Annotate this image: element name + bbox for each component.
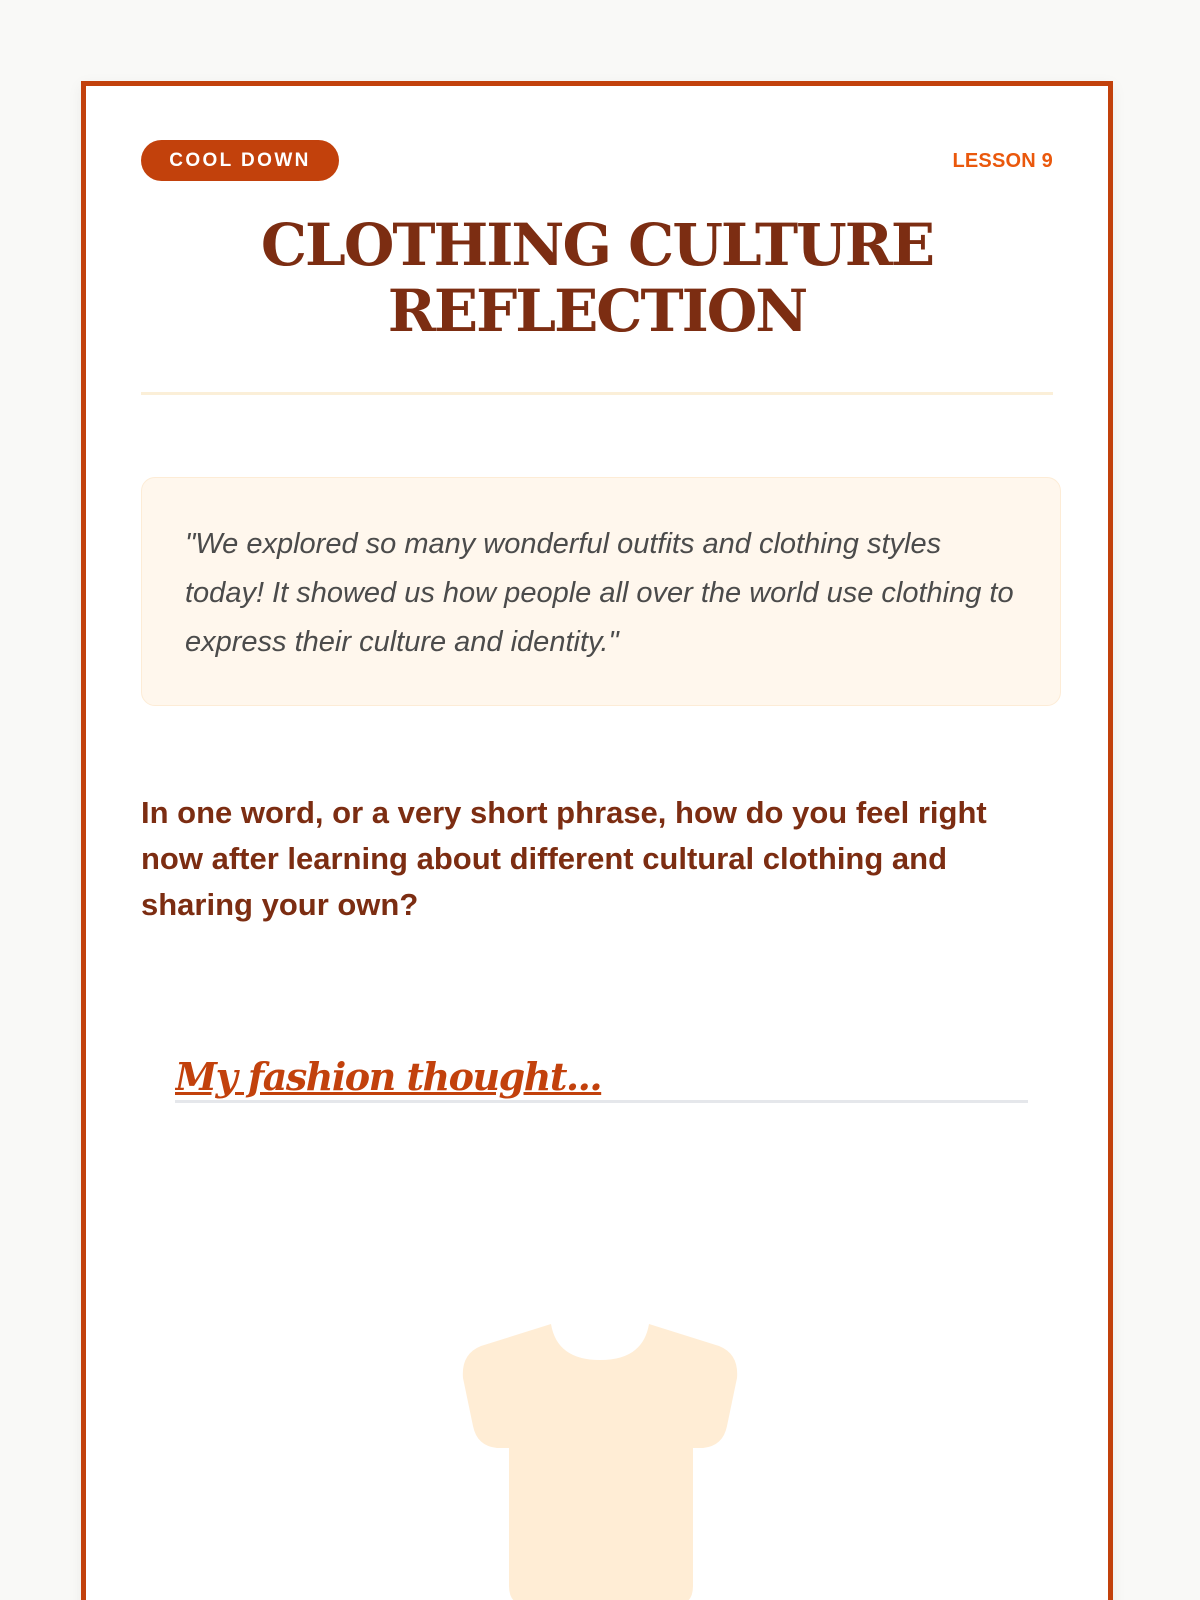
title-line-1: CLOTHING CULTURE [260,211,934,279]
lesson-label: LESSON 9 [952,150,1053,172]
answer-field-wrapper [175,1052,1028,1103]
title-divider [141,392,1053,395]
reflection-question: In one word, or a very short phrase, how do you feel right now after learning about different cultural clothing and sharing your own? [141,795,987,922]
title-line-2: REFLECTION [387,277,807,345]
quote-text: "We explored so many wonderful outfits and clothing styles today! It showed us how people all over the world use clothing to express their culture and identity." [185,528,1014,658]
reflection-card [81,81,1113,1600]
tshirt-icon [457,1306,743,1600]
page-title [141,212,1053,344]
cool-down-badge: COOL DOWN [141,140,339,181]
quote-box [141,477,1061,706]
answer-input[interactable] [175,1052,1028,1100]
